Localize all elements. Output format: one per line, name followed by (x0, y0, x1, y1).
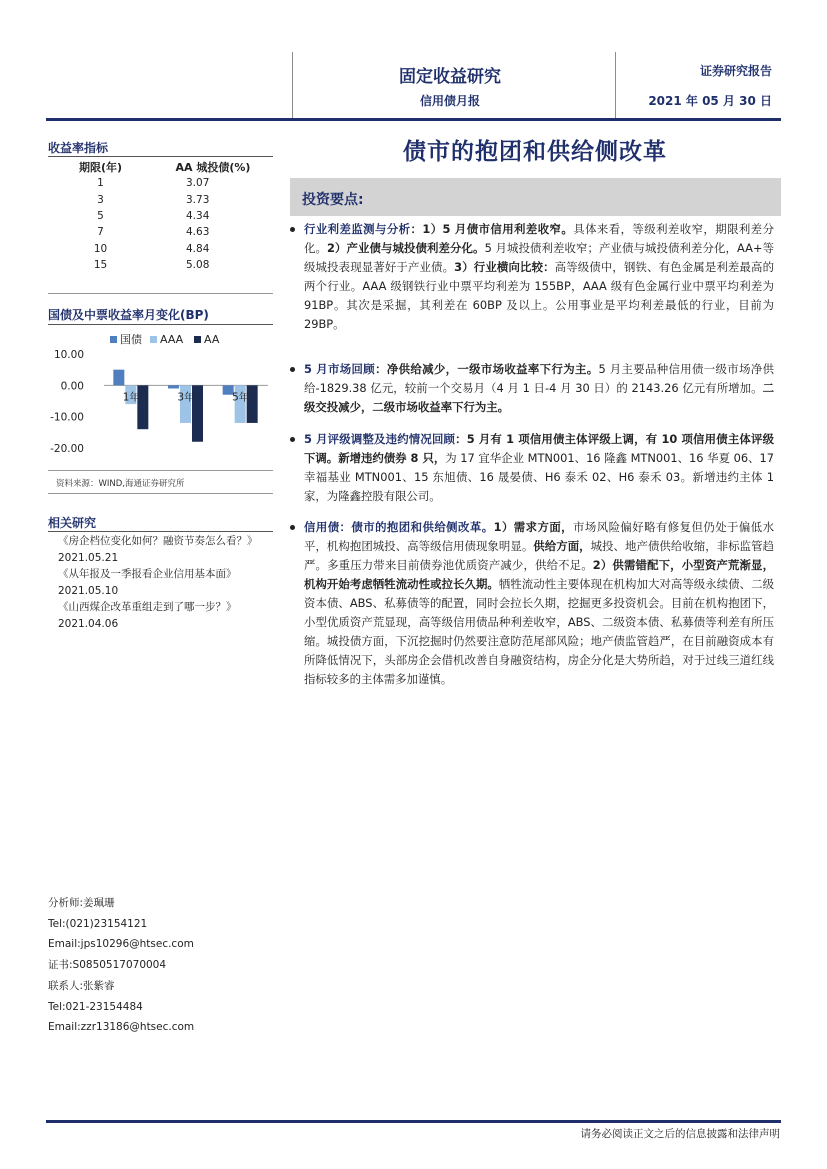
bullet-icon (290, 367, 295, 372)
term-cell: 5 (97, 210, 104, 223)
key-point-3: 5 月评级调整及违约情况回顾：5 月有 1 项信用债主体评级上调，有 10 项信用债主体评级下调。新增违约债券 8 只，为 17 宜华企业 MTN001、16 隆鑫 MTN001、16 华夏 06、17 幸福基业 MTN001、15 东旭债、16 晟晏债、H6 泰禾 02、H6 泰禾 03。新增违约主体 1 家，为隆鑫控股有限公司。 (304, 430, 774, 506)
yield-table (48, 159, 273, 273)
y-tick-label: -10.00 (50, 411, 84, 424)
x-tick-label: 3年 (177, 391, 195, 404)
related-item[interactable]: 《房企档位变化如何？融资节奏怎么看？》2021.05.21 (58, 535, 258, 564)
value-cell: 4.84 (186, 242, 210, 255)
yield-table-rule (48, 156, 273, 157)
legend-label: AAA (160, 333, 184, 346)
key-points-heading: 投资要点: (302, 192, 364, 208)
table-row (48, 240, 273, 256)
term-cell: 3 (97, 193, 104, 206)
x-tick-label: 1年 (122, 391, 140, 404)
chart-bar (168, 385, 179, 388)
report-date: 2021 年 05 月 30 日 (648, 94, 772, 108)
table-row (48, 175, 273, 191)
yield-col-value: AA 城投债(%) (175, 161, 251, 175)
key-point-2: 5 月市场回顾：净供给减少，一级市场收益率下行为主。5 月主要品种信用债一级市场净供给-1829.38 亿元，较前一个交易月（4 月 1 日-4 月 30 日）的 2143.26 亿元有所增加。二级交投减少，二级市场收益率下行为主。 (304, 360, 774, 417)
yield-table-bottom-rule (48, 293, 273, 294)
analyst-tel: Tel:(021)23154121 (48, 917, 148, 930)
term-cell: 10 (93, 242, 108, 255)
table-row (48, 192, 273, 208)
contact-block (48, 893, 278, 1038)
chart-rule (48, 324, 273, 325)
report-subcategory: 信用债月报 (419, 94, 480, 108)
header-divider-left (292, 52, 293, 118)
x-tick-label: 5年 (232, 391, 250, 404)
table-row (48, 257, 273, 273)
key-point-4: 信用债：债市的抱团和供给侧改革。1）需求方面，市场风险偏好略有修复但仍处于偏低水平，机构抱团城投、高等级信用债现象明显。供给方面，城投、地产债供给收缩，非标监管趋严。多重压力带来目前债券池优质资产减少，供给不足。2）供需错配下，小型资产荒渐显，机构开始考虑牺牲流动性或拉长久期。牺牲流动性主要体现在机构加大对高等级永续债、二级资本债、ABS、私募债等的配置，同时会拉长久期，挖掘更多投资机会。目前在机构抱团下，小型优质资产荒显现，高等级信用债品种利差收窄，ABS、二级资本债、私募债等利差有所压缩。城投债方面，下沉挖掘时仍然要注意防范尾部风险；地产债监管趋严，在目前融资成本有所降低情况下，头部房企会借机改善自身融资结构，房企分化是大势所趋，对于过线三道红线指标较多的主体需多加谨慎。 (304, 518, 774, 689)
source-rule (48, 493, 273, 494)
chart-bottom-rule (48, 470, 273, 471)
page-title: 债市的抱团和供给侧改革 (403, 139, 667, 165)
chart-bar (113, 370, 124, 386)
value-cell: 4.34 (186, 210, 210, 223)
contact-name: 联系人:张紫睿 (48, 979, 115, 992)
bullet-icon (290, 525, 295, 530)
report-category: 固定收益研究 (399, 67, 501, 87)
contact-tel: Tel:021-23154484 (48, 1000, 143, 1013)
y-tick-label: -20.00 (50, 443, 84, 455)
legend-label: 国债 (120, 333, 142, 346)
value-cell: 4.63 (186, 226, 210, 239)
analyst-cert: 证书:S0850517070004 (48, 959, 167, 972)
report-type: 证券研究报告 (699, 64, 772, 78)
contact-email[interactable]: Email:zzr13186@htsec.com (48, 1021, 195, 1034)
footer-rule (46, 1120, 781, 1123)
chart-source: 资料来源：WIND,海通证券研究所 (56, 479, 185, 489)
bullet-icon (290, 227, 295, 232)
value-cell: 3.73 (186, 193, 210, 206)
legend-swatch (150, 336, 157, 343)
bar-chart (48, 328, 273, 468)
related-list (58, 533, 273, 632)
term-cell: 1 (97, 177, 104, 190)
term-cell: 15 (93, 258, 108, 271)
header-divider-right (615, 52, 616, 118)
y-tick-label: 10.00 (53, 349, 84, 361)
term-cell: 7 (97, 226, 104, 239)
key-point-1: 行业利差监测与分析：1）5 月债市信用利差收窄。具体来看，等级利差收窄，期限利差分化。2）产业债与城投债利差分化。5 月城投债利差收窄；产业债与城投债利差分化，AA+等级城投表现显著好于产业债。3）行业横向比较：高等级债中，钢铁、有色金属是利差最高的两个行业。AAA 级钢铁行业中票平均利差为 155BP，AAA 级有色金属行业中票平均利差为 91BP。其次是采掘，其利差在 60BP 及以上。公用事业是平均利差最低的行业，目前为 29BP。 (304, 220, 774, 334)
legend-swatch (110, 336, 117, 343)
related-heading: 相关研究 (48, 516, 97, 530)
related-item[interactable]: 《山西煤企改革重组走到了哪一步？》 2021.04.06 (58, 601, 237, 630)
value-cell: 5.08 (186, 258, 210, 271)
analyst-email[interactable]: Email:jps10296@htsec.com (48, 938, 194, 951)
analyst-name: 分析师:姜珮珊 (48, 897, 115, 909)
legend-label: AA (204, 333, 220, 346)
table-row (48, 208, 273, 224)
related-rule (48, 531, 273, 532)
header-rule (46, 118, 781, 121)
bullet-icon (290, 437, 295, 442)
chart-heading: 国债及中票收益率月变化(BP) (48, 308, 209, 322)
related-item[interactable]: 《从年报及一季报看企业信用基本面》 2021.05.10 (58, 568, 237, 597)
yield-col-term: 期限(年) (78, 161, 123, 175)
yield-table-heading: 收益率指标 (48, 141, 109, 155)
legend-swatch (194, 336, 201, 343)
table-row (48, 224, 273, 240)
footer-disclaimer[interactable]: 请务必阅读正文之后的信息披露和法律声明 (580, 1128, 780, 1140)
value-cell: 3.07 (186, 177, 210, 190)
y-tick-label: 0.00 (60, 380, 84, 393)
